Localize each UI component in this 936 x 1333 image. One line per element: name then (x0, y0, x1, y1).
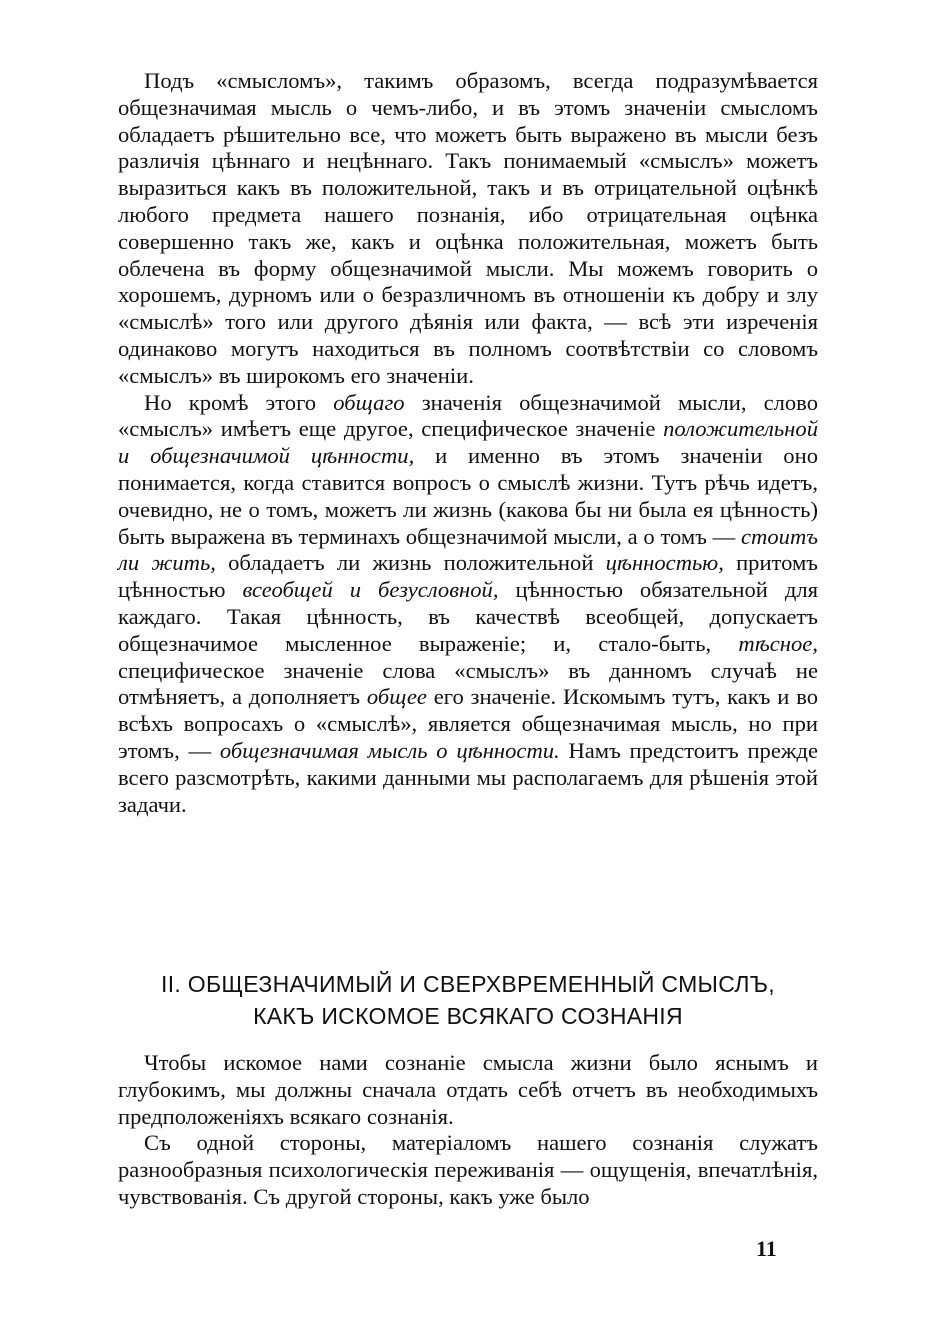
p2-text-a: Но кромѣ этого (144, 389, 334, 415)
p2-text-c: значенiя общезначимой мысли, слово «смыслъ» имѣетъ еще другое, специфическое значенiе (118, 389, 818, 442)
p2-text-q: Намъ предстоитъ прежде всего разсмотрѣть, какими данными мы располагаемъ для рѣшенiя этой задачи. (118, 737, 818, 817)
p2-emphasis-j: всеобщей и безусловной, (242, 577, 499, 603)
p2-text-e: и именно въ этомъ значенiи оно понимается, когда ставится вопросъ о смыслѣ жизни. Тутъ рѣчь идетъ, очевидно, не о томъ, можетъ ли жизнь (какова бы ни была ея цѣнность) быть выражена въ терминахъ общезначимой мысли, а о томъ — (118, 443, 818, 549)
page-number: 11 (756, 1236, 777, 1261)
p2-text-m: специфическое значенiе слова «смыслъ» въ данномъ случаѣ не отмѣняетъ, а дополняетъ (118, 657, 818, 710)
p2-emphasis-b: общаго (333, 389, 405, 415)
p2-text-g: обладаетъ ли жизнь положительной (215, 550, 606, 576)
section-2-paragraph-2: Съ одной стороны, матерiаломъ нашего сознанiя служатъ разнообразныя психологическiя переживанiя — ощущенiя, впечатлѣнiя, чувствованiя. Съ другой стороны, какъ уже было (118, 1130, 818, 1209)
p2-emphasis-p: общезначимая мысль о цѣнности. (219, 737, 560, 763)
p2-text-o: его значенiе. Искомымъ тутъ, какъ и во всѣхъ вопросахъ о «смыслѣ», является общезначимая мысль, но при этомъ, — (118, 684, 819, 763)
p2-emphasis-f: стоитъ ли жить, (118, 523, 818, 576)
section-2-paragraph-1: Чтобы искомое нами сознанiе смысла жизни было яснымъ и глубокимъ, мы должны сначала отдать себѣ отчетъ въ необходимыхъ предположенiяхъ всякаго сознанiя. (118, 1050, 818, 1129)
p2-emphasis-n: общее (366, 684, 427, 710)
p2-text-k: цѣнностью обязательной для каждаго. Такая цѣнность, въ качествѣ всеобщей, допускаетъ общезначимое мысленное выраженiе; и, стало-быть, (118, 577, 818, 656)
section-heading-line-1: II. ОБЩЕЗНАЧИМЫЙ И СВЕРХВРЕМЕННЫЙ СМЫСЛЪ, (161, 971, 775, 997)
p2-emphasis-d: положительной и общезначимой цѣнности, (118, 416, 818, 469)
main-text-block (118, 68, 818, 818)
section-2-text-block (118, 1050, 818, 1211)
section-heading (118, 968, 818, 1032)
p2-text-i: притомъ цѣнностью (118, 550, 818, 603)
p2-emphasis-l: тѣсное, (738, 630, 818, 656)
paragraph-2 (118, 390, 818, 819)
p2-emphasis-h: цѣнностью, (605, 550, 724, 576)
section-heading-line-2: КАКЪ ИСКОМОЕ ВСЯКАГО СОЗНАНIЯ (253, 1003, 683, 1029)
paragraph-1 (118, 68, 818, 390)
paragraph-1-text: Подъ «смысломъ», такимъ образомъ, всегда подразумѣвается общезначимая мысль о чемъ-либо, и въ этомъ значенiи смысломъ обладаетъ рѣшительно все, что можетъ быть выражено въ мысли безъ различiя цѣннаго и нецѣннаго. Такъ понимаемый «смыслъ» можетъ выразиться какъ въ положительной, такъ и въ отрицательной оцѣнкѣ любого предмета нашего познанiя, ибо отрицательная оцѣнка совершенно такъ же, какъ и оцѣнка положительная, можетъ быть облечена въ форму общезначимой мысли. Мы можемъ говорить о хорошемъ, дурномъ или о безразличномъ въ отношенiи къ добру и злу «смыслѣ» того или другого дѣянiя или факта, — всѣ эти изреченiя одинаково могутъ находиться въ полномъ соотвѣтствiи со словомъ «смыслъ» въ широкомъ его значенiи. (118, 68, 818, 388)
